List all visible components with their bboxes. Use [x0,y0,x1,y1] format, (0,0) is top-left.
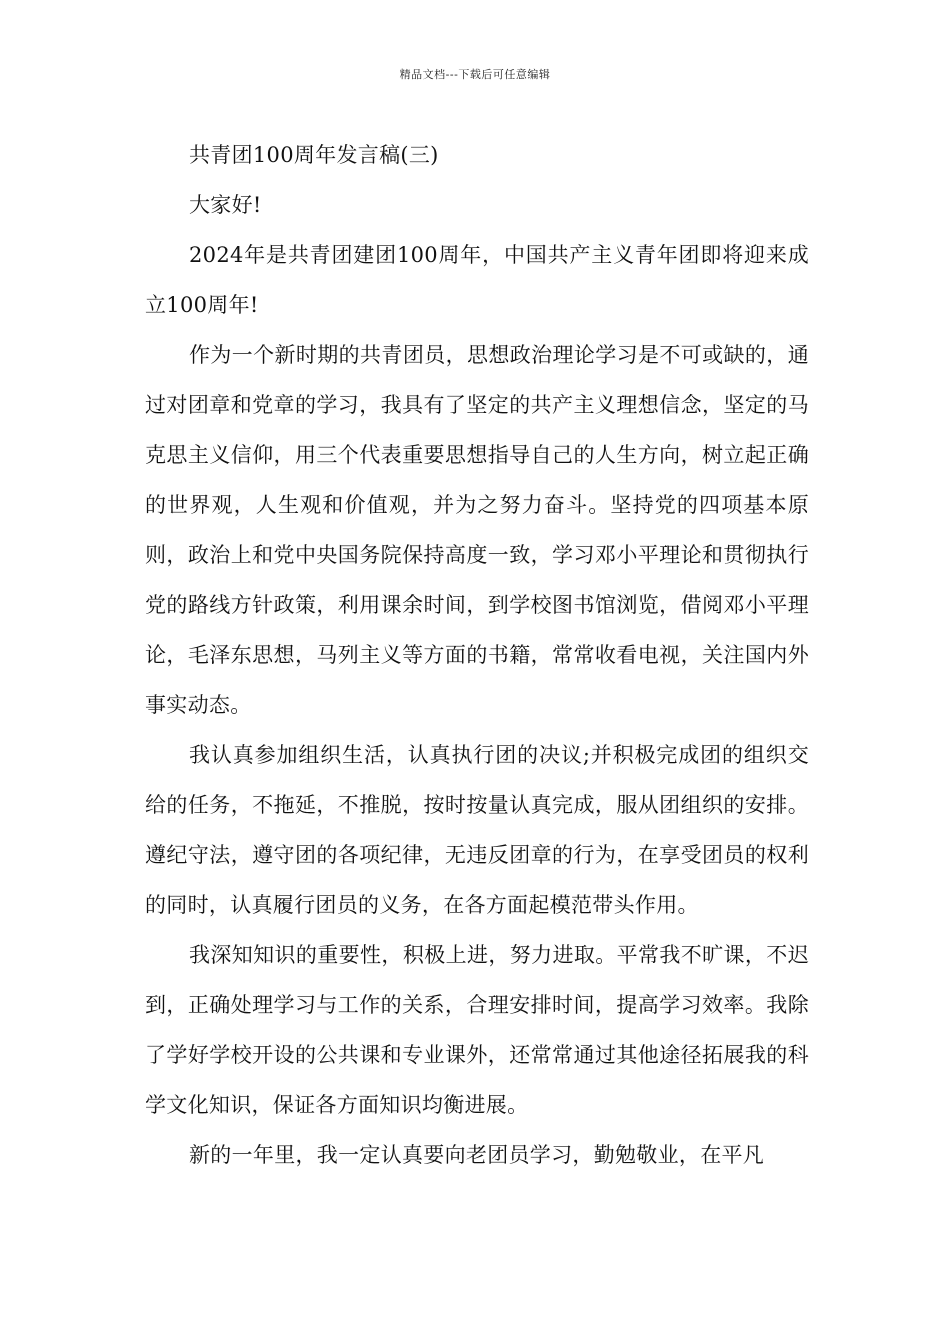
document-body [145,130,809,1180]
paragraph-greeting: 大家好! [189,193,262,217]
page-header: 精品文档---下载后可任意编辑 [399,68,551,81]
paragraph-political-study: 作为一个新时期的共青团员，思想政治理论学习是不可或缺的，通过对团章和党章的学习，我具有了坚定的共产主义理想信念，坚定的马克思主义信仰，用三个代表重要思想指导自己的人生方向，树立起正确的世界观，人生观和价值观，并为之努力奋斗。坚持党的四项基本原则，政治上和党中央国务院保持高度一致，学习邓小平理论和贯彻执行党的路线方针政策，利用课余时间，到学校图书馆浏览，借阅邓小平理论，毛泽东思想，马列主义等方面的书籍，常常收看电视，关注国内外事实动态。 [145,343,809,717]
paragraph-anniversary: 2024年是共青团建团100周年，中国共产主义青年团即将迎来成立100周年! [145,243,809,317]
paragraph-knowledge: 我深知知识的重要性，积极上进，努力进取。平常我不旷课，不迟到，正确处理学习与工作的关系，合理安排时间，提高学习效率。我除了学好学校开设的公共课和专业课外，还常常通过其他途径拓展我的科学文化知识，保证各方面知识均衡进展。 [145,943,809,1117]
paragraph-new-year: 新的一年里，我一定认真要向老团员学习，勤勉敬业，在平凡 [189,1143,765,1167]
document-title: 共青团100周年发言稿(三) [189,143,439,167]
paragraph-organization-life: 我认真参加组织生活，认真执行团的决议;并积极完成团的组织交给的任务，不拖延，不推脱，按时按量认真完成，服从团组织的安排。遵纪守法，遵守团的各项纪律，无违反团章的行为，在享受团员的权利的同时，认真履行团员的义务，在各方面起模范带头作用。 [145,743,809,917]
